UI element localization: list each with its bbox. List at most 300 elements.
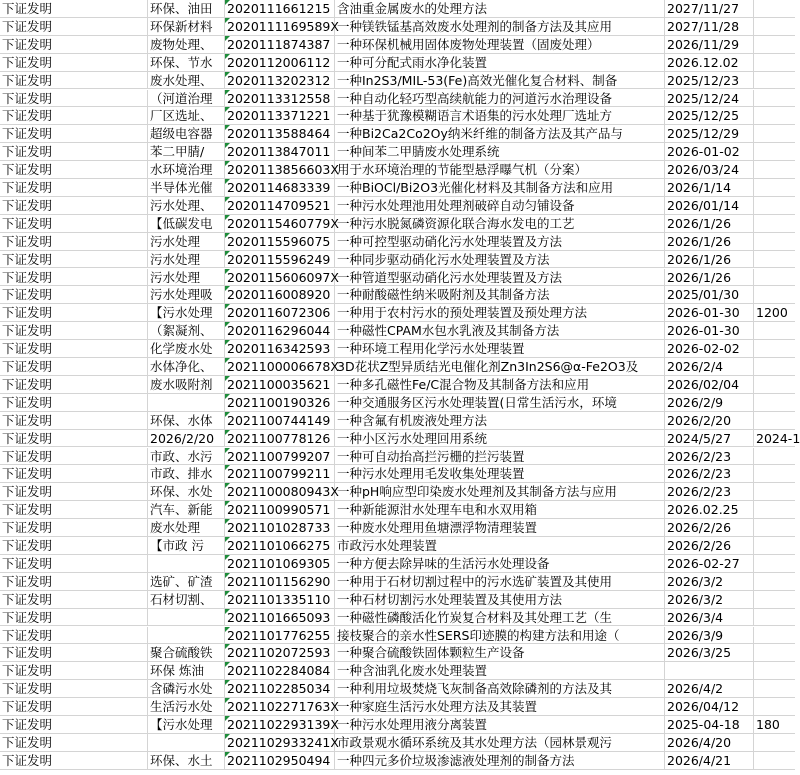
patent-number-cell[interactable]: 2021101335110 [225, 591, 335, 609]
category-cell[interactable]: 【低碳发电 [148, 215, 225, 233]
patent-number-cell[interactable]: 2020114683339 [225, 179, 335, 197]
text-number-indicator-icon [225, 644, 230, 649]
price-cell[interactable] [754, 251, 795, 269]
status-cell[interactable]: 下证发明 [0, 483, 148, 501]
patent-number-cell[interactable]: 2021100778126 [225, 430, 335, 448]
status-cell[interactable]: 下证发明 [0, 519, 148, 537]
category-cell[interactable] [148, 734, 225, 752]
price-cell[interactable] [754, 179, 795, 197]
status-cell[interactable]: 下证发明 [0, 269, 148, 287]
table-row [0, 72, 795, 90]
price-cell[interactable] [754, 72, 795, 90]
price-cell[interactable] [754, 591, 795, 609]
table-row [0, 609, 795, 627]
expiry-date-cell[interactable]: 2026-02-27 [665, 555, 754, 573]
text-number-indicator-icon [225, 125, 230, 130]
table-row [0, 591, 795, 609]
price-cell[interactable] [754, 197, 795, 215]
status-cell[interactable]: 下证发明 [0, 680, 148, 698]
expiry-date-cell[interactable]: 2026/2/20 [665, 412, 754, 430]
status-cell[interactable]: 下证发明 [0, 698, 148, 716]
title-cell[interactable]: 市政污水处理装置 [335, 537, 665, 555]
text-number-indicator-icon [225, 501, 230, 506]
title-cell[interactable]: 一种含氟有机废液处理方法 [335, 412, 665, 430]
status-cell[interactable]: 下证发明 [0, 90, 148, 108]
price-cell[interactable]: 180 [756, 717, 780, 732]
text-number-indicator-icon [225, 448, 230, 453]
category-cell[interactable]: 市政、水污 [148, 448, 225, 466]
status-cell[interactable]: 下证发明 [0, 591, 148, 609]
text-number-indicator-icon [225, 412, 230, 417]
patent-number-cell[interactable]: 2020115596249 [225, 251, 335, 269]
patent-number-cell[interactable]: 2020112006112 [225, 54, 335, 72]
price-cell[interactable] [754, 269, 795, 287]
title-cell[interactable]: 用于水环境治理的节能型悬浮曝气机（分案） [335, 161, 665, 179]
patent-number-cell[interactable]: 2020116296044 [225, 322, 335, 340]
status-cell[interactable]: 下证发明 [0, 662, 148, 680]
patent-number-cell[interactable]: 2021100799207 [225, 448, 335, 466]
category-cell[interactable] [148, 555, 225, 573]
status-cell[interactable]: 下证发明 [0, 430, 148, 448]
patent-number-cell[interactable]: 2020111661215 [225, 0, 335, 18]
patent-number-cell[interactable]: 2020113856603X [227, 162, 339, 178]
title-cell[interactable]: 一种污水处理用毛发收集处理装置 [335, 465, 665, 483]
title-cell[interactable]: 一种可控型驱动硝化污水处理装置及方法 [335, 233, 665, 251]
patent-number-cell[interactable]: 2020113371221 [225, 107, 335, 125]
table-row [0, 376, 795, 394]
expiry-date-cell[interactable]: 2026/3/9 [665, 627, 754, 645]
patent-number-cell[interactable]: 2021101156290 [225, 573, 335, 591]
table-row [0, 465, 795, 483]
table-row [0, 430, 800, 448]
title-cell[interactable]: 一种交通服务区污水处理装置(日常生活污水，环境 [335, 394, 665, 412]
category-cell[interactable] [148, 609, 225, 627]
expiry-date-cell[interactable]: 2026/2/4 [665, 358, 754, 376]
price-cell[interactable] [754, 107, 795, 125]
price-cell[interactable]: 2024-1 [756, 430, 800, 446]
patent-number-cell[interactable]: 2021102933241X [227, 734, 339, 750]
title-cell[interactable]: 一种石材切割污水处理装置及其使用方法 [335, 591, 665, 609]
category-cell[interactable]: 废水处理、 [148, 72, 225, 90]
status-cell[interactable]: 下证发明 [0, 734, 148, 752]
title-cell[interactable]: 一种污水处理池用处理剂破碎自动匀铺设备 [335, 197, 665, 215]
patent-number-cell[interactable]: 2021101069305 [225, 555, 335, 573]
category-cell[interactable] [148, 627, 225, 645]
title-cell[interactable]: 一种含油乳化废水处理装置 [335, 662, 665, 680]
category-cell[interactable]: 废水吸附剂 [148, 376, 225, 394]
price-cell[interactable] [754, 627, 795, 645]
price-cell[interactable] [754, 54, 795, 72]
text-number-indicator-icon [225, 161, 230, 166]
expiry-date-cell[interactable]: 2025/01/30 [665, 286, 754, 304]
patent-number-cell[interactable]: 2020114709521 [225, 197, 335, 215]
table-row [0, 412, 795, 430]
category-cell[interactable]: 水环境治理 [148, 161, 225, 179]
status-cell[interactable]: 下证发明 [0, 215, 148, 233]
text-number-indicator-icon [225, 573, 230, 578]
text-number-indicator-icon [225, 465, 230, 470]
status-cell[interactable]: 下证发明 [0, 394, 148, 412]
category-cell[interactable]: 半导体光催 [148, 179, 225, 197]
patent-number-cell[interactable]: 2020115596075 [225, 233, 335, 251]
patent-number-cell[interactable]: 2020115606097X [227, 269, 339, 285]
category-cell[interactable]: 苯二甲腈/ [148, 143, 225, 161]
category-cell[interactable]: 厂区选址、 [148, 107, 225, 125]
expiry-date-cell[interactable]: 2026/11/29 [665, 36, 754, 54]
status-cell[interactable]: 下证发明 [0, 627, 148, 645]
expiry-date-cell[interactable]: 2026/3/2 [665, 591, 754, 609]
status-cell[interactable]: 下证发明 [0, 537, 148, 555]
price-cell[interactable] [754, 0, 795, 18]
expiry-date-cell[interactable]: 2026-02-02 [665, 340, 754, 358]
status-cell[interactable]: 下证发明 [0, 716, 148, 734]
text-number-indicator-icon [225, 251, 230, 256]
category-cell[interactable]: 2026/2/20 [148, 430, 225, 448]
status-cell[interactable]: 下证发明 [0, 143, 148, 161]
price-cell[interactable] [754, 465, 795, 483]
status-cell[interactable]: 下证发明 [0, 179, 148, 197]
price-cell[interactable] [754, 233, 795, 251]
category-cell[interactable]: 环保、油田 [148, 0, 225, 18]
status-cell[interactable]: 下证发明 [0, 573, 148, 591]
text-number-indicator-icon [225, 483, 230, 488]
table-row [0, 573, 795, 591]
category-cell[interactable]: 汽车、新能 [148, 501, 225, 519]
patent-number-cell[interactable]: 2020113202312 [225, 72, 335, 90]
category-cell[interactable]: 环保、水体 [148, 412, 225, 430]
category-cell[interactable]: 【污水处理 [148, 716, 225, 734]
price-cell[interactable] [754, 644, 795, 662]
expiry-date-cell[interactable]: 2026-01-30 [665, 304, 754, 322]
price-cell[interactable] [754, 555, 795, 573]
expiry-date-cell[interactable]: 2026-01-30 [665, 322, 754, 340]
text-number-indicator-icon [225, 376, 230, 381]
table-row [0, 322, 795, 340]
status-cell[interactable]: 下证发明 [0, 448, 148, 466]
expiry-date-cell[interactable]: 2026/4/21 [665, 752, 754, 770]
expiry-date-cell[interactable]: 2026/2/26 [665, 537, 754, 555]
category-cell[interactable]: 选矿、矿渣 [148, 573, 225, 591]
title-cell[interactable]: 一种自动化轻巧型高续航能力的河道污水治理设备 [335, 90, 665, 108]
price-cell[interactable] [754, 18, 795, 36]
patent-number-cell[interactable]: 2021102293139X [227, 717, 339, 732]
title-cell[interactable]: 一种BiOCl/Bi2O3光催化材料及其制备方法和应用 [335, 179, 665, 197]
price-cell[interactable] [754, 143, 795, 161]
table-row [0, 662, 795, 680]
expiry-date-cell[interactable]: 2026/2/23 [665, 483, 754, 501]
patent-number-cell[interactable]: 2020113588464 [225, 125, 335, 143]
status-cell[interactable]: 下证发明 [0, 36, 148, 54]
table-row [0, 125, 795, 143]
status-cell[interactable]: 下证发明 [0, 376, 148, 394]
title-cell[interactable]: 一种废水处理用鱼塘漂浮物清理装置 [335, 519, 665, 537]
expiry-date-cell[interactable]: 2024/5/27 [665, 430, 754, 448]
patent-number-cell[interactable]: 2021100080943X [227, 484, 339, 500]
title-cell[interactable]: 一种环保机械用固体废物处理装置（固废处理） [335, 36, 665, 54]
price-cell[interactable] [754, 483, 795, 501]
category-cell[interactable]: 污水处理 [148, 251, 225, 269]
text-number-indicator-icon [225, 609, 230, 614]
category-cell[interactable]: 市政、排水 [148, 465, 225, 483]
status-cell[interactable]: 下证发明 [0, 358, 148, 376]
price-cell[interactable] [754, 215, 795, 233]
patent-number-cell[interactable]: 2020116342593 [225, 340, 335, 358]
patent-number-cell[interactable]: 2021100744149 [225, 412, 335, 430]
expiry-date-cell[interactable]: 2026.12.02 [665, 54, 754, 72]
title-cell[interactable]: 一种镁铁锰基高效废水处理剂的制备方法及其应用 [335, 18, 665, 36]
title-cell[interactable]: 一种管道型驱动硝化污水处理装置及方法 [335, 269, 665, 287]
expiry-date-cell[interactable]: 2026/1/14 [665, 179, 754, 197]
status-cell[interactable]: 下证发明 [0, 752, 148, 770]
table-row [0, 716, 795, 734]
category-cell[interactable]: 污水处理吸 [148, 286, 225, 304]
category-cell[interactable]: 废水处理 [148, 519, 225, 537]
patent-number-cell[interactable]: 2021101028733 [225, 519, 335, 537]
expiry-date-cell[interactable]: 2026/2/26 [665, 519, 754, 537]
status-cell[interactable]: 下证发明 [0, 251, 148, 269]
price-cell[interactable] [754, 698, 795, 716]
status-cell[interactable]: 下证发明 [0, 322, 148, 340]
status-cell[interactable]: 下证发明 [0, 161, 148, 179]
status-cell[interactable]: 下证发明 [0, 233, 148, 251]
text-number-indicator-icon [225, 179, 230, 184]
category-cell[interactable]: 含磷污水处 [148, 680, 225, 698]
expiry-date-cell[interactable]: 2026/3/25 [665, 644, 754, 662]
category-cell[interactable]: 化学废水处 [148, 340, 225, 358]
category-cell[interactable]: 水体净化、 [148, 358, 225, 376]
expiry-date-cell[interactable]: 2026/02/04 [665, 376, 754, 394]
category-cell[interactable]: 【污水处理 [148, 304, 225, 322]
expiry-date-cell[interactable]: 2026/3/4 [665, 609, 754, 627]
title-cell[interactable]: 一种基于犹豫模糊语言术语集的污水处理厂选址方 [335, 107, 665, 125]
title-cell[interactable]: 市政景观水循环系统及其水处理方法（园林景观污 [335, 734, 665, 752]
title-cell[interactable]: 一种In2S3/MIL-53(Fe)高效光催化复合材料、制备 [335, 72, 665, 90]
title-cell[interactable]: 一种用于农村污水的预处理装置及预处理方法 [335, 304, 665, 322]
category-cell[interactable] [148, 394, 225, 412]
category-cell[interactable]: （絮凝剂、 [148, 322, 225, 340]
expiry-date-cell[interactable]: 2025/12/29 [665, 125, 754, 143]
expiry-date-cell[interactable]: 2026/1/26 [665, 215, 754, 233]
patent-number-cell[interactable]: 2021102284084 [225, 662, 335, 680]
patent-number-cell[interactable]: 2020116008920 [225, 286, 335, 304]
title-cell[interactable]: 一种利用垃圾焚烧飞灰制备高效除磷剂的方法及其 [335, 680, 665, 698]
price-cell[interactable] [754, 286, 795, 304]
price-cell[interactable] [754, 340, 795, 358]
patent-number-cell[interactable]: 2021100990571 [225, 501, 335, 519]
price-cell[interactable] [754, 161, 795, 179]
title-cell[interactable]: 一种方便去除异味的生活污水处理设备 [335, 555, 665, 573]
text-number-indicator-icon [225, 90, 230, 95]
text-number-indicator-icon [225, 72, 230, 77]
status-cell[interactable]: 下证发明 [0, 125, 148, 143]
status-cell[interactable]: 下证发明 [0, 555, 148, 573]
expiry-date-cell[interactable]: 2026/1/26 [665, 251, 754, 269]
status-cell[interactable]: 下证发明 [0, 286, 148, 304]
price-cell[interactable] [754, 125, 795, 143]
category-cell[interactable]: 污水处理、 [148, 197, 225, 215]
status-cell[interactable]: 下证发明 [0, 465, 148, 483]
patent-number-cell[interactable]: 2020113847011 [225, 143, 335, 161]
expiry-date-cell[interactable]: 2026/03/24 [665, 161, 754, 179]
price-cell[interactable] [754, 752, 795, 770]
category-cell[interactable]: 环保新材料 [148, 18, 225, 36]
title-cell[interactable]: 一种同步驱动硝化污水处理装置及方法 [335, 251, 665, 269]
price-cell[interactable] [754, 448, 795, 466]
category-cell[interactable]: 石材切割、 [148, 591, 225, 609]
patent-number-cell[interactable]: 2020115460779X [227, 215, 339, 231]
status-cell[interactable]: 下证发明 [0, 340, 148, 358]
patent-number-cell[interactable]: 2020116072306 [225, 304, 335, 322]
table-row [0, 627, 795, 645]
table-row [0, 448, 795, 466]
category-cell[interactable]: 污水处理 [148, 269, 225, 287]
price-cell[interactable] [754, 519, 795, 537]
table-row [0, 0, 795, 18]
expiry-date-cell[interactable]: 2026/1/26 [665, 233, 754, 251]
table-row [0, 179, 795, 197]
table-row [0, 358, 795, 376]
patent-number-cell[interactable]: 2021101066275 [225, 537, 335, 555]
title-cell[interactable]: 一种耐酸磁性纳米吸附剂及其制备方法 [335, 286, 665, 304]
patent-number-cell[interactable]: 2021101665093 [225, 609, 335, 627]
table-row [0, 90, 795, 108]
patent-number-cell[interactable]: 2021102285034 [225, 680, 335, 698]
title-cell[interactable]: 一种污水处理用液分离装置 [335, 716, 665, 734]
title-cell[interactable]: 一种新能源泔水处理车电和水双用箱 [335, 501, 665, 519]
patent-number-cell[interactable]: 2021102072593 [225, 644, 335, 662]
title-cell[interactable]: 一种磁性CPAM水包水乳液及其制备方法 [335, 322, 665, 340]
status-cell[interactable]: 下证发明 [0, 304, 148, 322]
expiry-date-cell[interactable]: 2026/4/20 [665, 734, 754, 752]
title-cell[interactable]: 一种用于石材切割过程中的污水选矿装置及其使用 [335, 573, 665, 591]
status-cell[interactable]: 下证发明 [0, 197, 148, 215]
title-cell[interactable]: 一种间苯二甲腈废水处理系统 [335, 143, 665, 161]
patent-number-cell[interactable]: 2020111169589X [227, 18, 339, 34]
text-number-indicator-icon [225, 358, 230, 363]
expiry-date-cell[interactable]: 2026/4/2 [665, 680, 754, 698]
price-cell[interactable] [754, 394, 795, 412]
price-cell[interactable] [754, 537, 795, 555]
title-cell[interactable]: 一种聚合硫酸铁固体颗粒生产设备 [335, 644, 665, 662]
price-cell[interactable] [754, 662, 795, 680]
patent-number-cell[interactable]: 2021102950494 [225, 752, 335, 770]
title-cell[interactable]: 3D花状Z型异质结光电催化剂Zn3In2S6@α-Fe2O3及 [335, 358, 665, 376]
price-cell[interactable] [754, 322, 795, 340]
expiry-date-cell[interactable]: 2025/12/25 [665, 107, 754, 125]
category-cell[interactable]: 超级电容器 [148, 125, 225, 143]
price-cell[interactable] [754, 36, 795, 54]
text-number-indicator-icon [225, 340, 230, 345]
expiry-date-cell[interactable]: 2026-01-02 [665, 143, 754, 161]
patent-number-cell[interactable]: 2021100799211 [225, 465, 335, 483]
patent-number-cell[interactable]: 2021100190326 [225, 394, 335, 412]
expiry-date-cell[interactable]: 2026.02.25 [665, 501, 754, 519]
price-cell[interactable] [754, 609, 795, 627]
category-cell[interactable]: （河道治理 [148, 90, 225, 108]
status-cell[interactable]: 下证发明 [0, 0, 148, 18]
title-cell[interactable]: 一种Bi2Ca2Co2Oy纳米纤维的制备方法及其产品与 [335, 125, 665, 143]
status-cell[interactable]: 下证发明 [0, 501, 148, 519]
expiry-date-cell[interactable]: 2026/2/9 [665, 394, 754, 412]
status-cell[interactable]: 下证发明 [0, 18, 148, 36]
patent-number-cell[interactable]: 2020111874387 [225, 36, 335, 54]
category-cell[interactable]: 聚合硫酸铁 [148, 644, 225, 662]
expiry-date-cell[interactable]: 2026/2/23 [665, 465, 754, 483]
price-cell[interactable] [754, 680, 795, 698]
category-cell[interactable]: 环保、水土 [148, 752, 225, 770]
status-cell[interactable]: 下证发明 [0, 107, 148, 125]
table-row [0, 269, 795, 287]
title-cell[interactable]: 一种家庭生活污水处理方法及其装置 [335, 698, 665, 716]
title-cell[interactable]: 接枝聚合的亲水性SERS印迹膜的构建方法和用途（ [335, 627, 665, 645]
price-cell[interactable] [754, 412, 795, 430]
category-cell[interactable]: 污水处理 [148, 233, 225, 251]
text-number-indicator-icon [225, 197, 230, 202]
status-cell[interactable]: 下证发明 [0, 412, 148, 430]
title-cell[interactable]: 一种pH响应型印染废水处理剂及其制备方法与应用 [335, 483, 665, 501]
title-cell[interactable]: 一种环境工程用化学污水处理装置 [335, 340, 665, 358]
status-cell[interactable]: 下证发明 [0, 644, 148, 662]
expiry-date-cell[interactable]: 2025-04-18 [665, 716, 754, 734]
expiry-date-cell[interactable]: 2026/2/23 [665, 448, 754, 466]
title-cell[interactable]: 一种可分配式雨水净化装置 [335, 54, 665, 72]
status-cell[interactable]: 下证发明 [0, 609, 148, 627]
title-cell[interactable]: 一种磁性磷酸活化竹炭复合材料及其处理工艺（生 [335, 609, 665, 627]
title-cell[interactable]: 一种可自动抬高拦污栅的拦污装置 [335, 448, 665, 466]
category-cell[interactable]: 环保、水处 [148, 483, 225, 501]
category-cell[interactable]: 环保 炼油 [148, 662, 225, 680]
category-cell[interactable]: 环保、节水 [148, 54, 225, 72]
title-cell[interactable]: 一种多孔磁性Fe/C混合物及其制备方法和应用 [335, 376, 665, 394]
patent-number-cell[interactable]: 2021100006678X [227, 359, 339, 374]
title-cell[interactable]: 一种四元多价垃圾渗滤液处理剂的制备方法 [335, 752, 665, 770]
expiry-date-cell[interactable]: 2026/04/12 [665, 698, 754, 716]
title-cell[interactable]: 含油重金属废水的处理方法 [335, 0, 665, 18]
price-cell[interactable]: 1200 [756, 305, 788, 321]
expiry-date-cell[interactable]: 2026/3/2 [665, 573, 754, 591]
expiry-date-cell[interactable]: 2027/11/27 [665, 0, 754, 18]
price-cell[interactable] [754, 376, 795, 394]
expiry-date-cell[interactable] [665, 662, 754, 680]
expiry-date-cell[interactable]: 2025/12/24 [665, 90, 754, 108]
price-cell[interactable] [754, 573, 795, 591]
patent-number-cell[interactable]: 2021102271763X [227, 699, 339, 715]
category-cell[interactable]: 生活污水处 [148, 698, 225, 716]
expiry-date-cell[interactable]: 2026/1/26 [665, 269, 754, 287]
expiry-date-cell[interactable]: 2027/11/28 [665, 18, 754, 36]
expiry-date-cell[interactable]: 2026/01/14 [665, 197, 754, 215]
price-cell[interactable] [754, 90, 795, 108]
expiry-date-cell[interactable]: 2025/12/23 [665, 72, 754, 90]
patent-number-cell[interactable]: 2021101776255 [225, 627, 335, 645]
status-cell[interactable]: 下证发明 [0, 72, 148, 90]
category-cell[interactable]: 【市政 污 [148, 537, 225, 555]
table-row [0, 680, 795, 698]
text-number-indicator-icon [225, 698, 230, 703]
status-cell[interactable]: 下证发明 [0, 54, 148, 72]
text-number-indicator-icon [225, 752, 230, 757]
title-cell[interactable]: 一种污水脱氮磷资源化联合海水发电的工艺 [335, 215, 665, 233]
category-cell[interactable]: 废物处理、 [148, 36, 225, 54]
title-cell[interactable]: 一种小区污水处理回用系统 [335, 430, 665, 448]
price-cell[interactable] [754, 501, 795, 519]
price-cell[interactable] [754, 734, 795, 752]
text-number-indicator-icon [225, 555, 230, 560]
patent-number-cell[interactable]: 2021100035621 [225, 376, 335, 394]
patent-number-cell[interactable]: 2020113312558 [225, 90, 335, 108]
table-row [0, 734, 795, 752]
price-cell[interactable] [754, 358, 795, 376]
